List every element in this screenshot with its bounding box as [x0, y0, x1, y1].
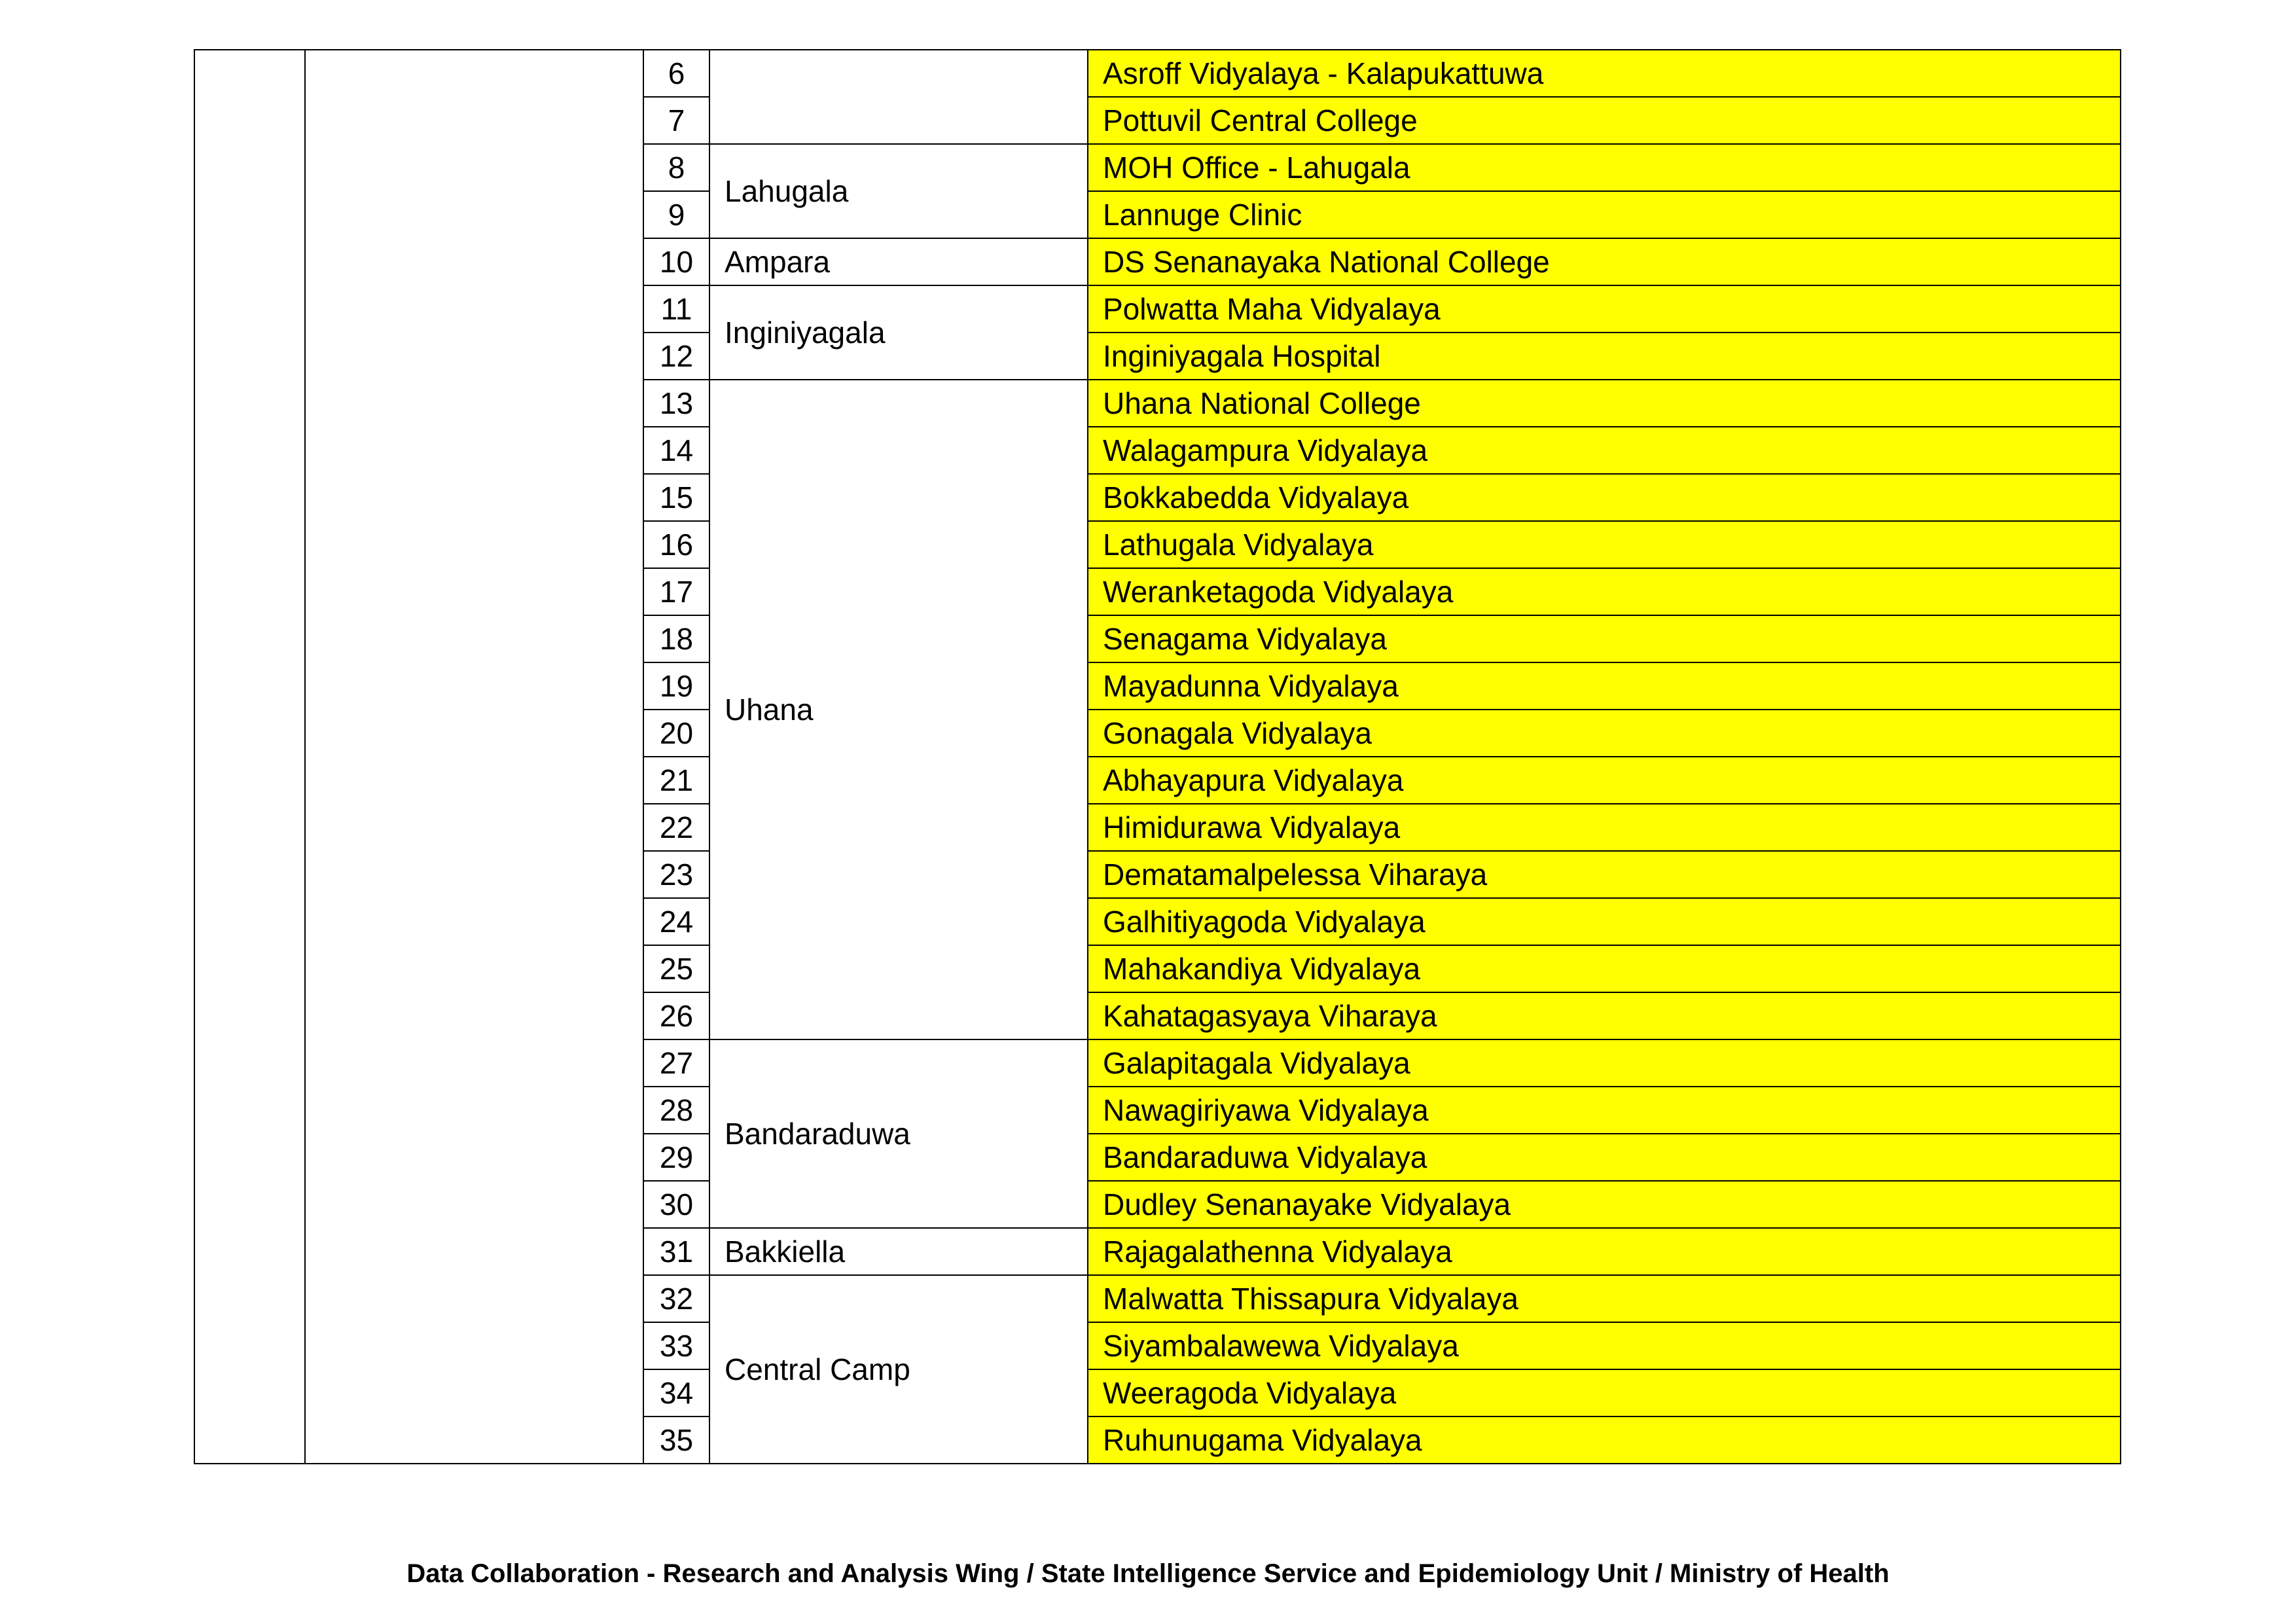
- row-number: 21: [643, 757, 709, 804]
- row-number: 28: [643, 1087, 709, 1134]
- location-cell: Lathugala Vidyalaya: [1088, 521, 2121, 568]
- location-cell: Weeragoda Vidyalaya: [1088, 1369, 2121, 1416]
- row-number: 31: [643, 1228, 709, 1275]
- table-body: [194, 50, 2121, 1464]
- location-cell: Dudley Senanayake Vidyalaya: [1088, 1181, 2121, 1228]
- row-number: 17: [643, 568, 709, 615]
- row-number: 8: [643, 144, 709, 191]
- location-cell: Kahatagasyaya Viharaya: [1088, 992, 2121, 1039]
- vaccination-centres-table: [194, 49, 2121, 1464]
- row-number: 6: [643, 50, 709, 97]
- location-cell: Malwatta Thissapura Vidyalaya: [1088, 1275, 2121, 1322]
- location-cell: Senagama Vidyalaya: [1088, 615, 2121, 662]
- row-number: 10: [643, 238, 709, 285]
- row-number: 25: [643, 945, 709, 992]
- row-number: 33: [643, 1322, 709, 1369]
- moh-area-cell: Bakkiella: [709, 1228, 1088, 1275]
- row-number: 27: [643, 1039, 709, 1087]
- moh-area-cell: Inginiyagala: [709, 285, 1088, 380]
- location-cell: MOH Office - Lahugala: [1088, 144, 2121, 191]
- row-number: 14: [643, 427, 709, 474]
- location-cell: Mayadunna Vidyalaya: [1088, 662, 2121, 710]
- location-cell: Abhayapura Vidyalaya: [1088, 757, 2121, 804]
- table-row: [194, 50, 2121, 97]
- location-cell: Dematamalpelessa Viharaya: [1088, 851, 2121, 898]
- row-number: 11: [643, 285, 709, 333]
- row-number: 35: [643, 1416, 709, 1464]
- location-cell: Gonagala Vidyalaya: [1088, 710, 2121, 757]
- location-cell: Rajagalathenna Vidyalaya: [1088, 1228, 2121, 1275]
- location-cell: Himidurawa Vidyalaya: [1088, 804, 2121, 851]
- row-number: 19: [643, 662, 709, 710]
- row-number: 9: [643, 191, 709, 238]
- row-number: 15: [643, 474, 709, 521]
- location-cell: Bandaraduwa Vidyalaya: [1088, 1134, 2121, 1181]
- moh-area-cell: Central Camp: [709, 1275, 1088, 1464]
- location-cell: Pottuvil Central College: [1088, 97, 2121, 144]
- location-cell: Nawagiriyawa Vidyalaya: [1088, 1087, 2121, 1134]
- row-number: 16: [643, 521, 709, 568]
- row-number: 20: [643, 710, 709, 757]
- row-number: 26: [643, 992, 709, 1039]
- moh-area-cell: Bandaraduwa: [709, 1039, 1088, 1228]
- location-cell: Bokkabedda Vidyalaya: [1088, 474, 2121, 521]
- row-number: 22: [643, 804, 709, 851]
- moh-area-cell: [709, 50, 1088, 144]
- moh-area-cell: Lahugala: [709, 144, 1088, 238]
- row-number: 23: [643, 851, 709, 898]
- location-cell: Weranketagoda Vidyalaya: [1088, 568, 2121, 615]
- location-cell: DS Senanayaka National College: [1088, 238, 2121, 285]
- province-cell: [305, 50, 643, 1464]
- location-cell: Polwatta Maha Vidyalaya: [1088, 285, 2121, 333]
- district-cell: [194, 50, 305, 1464]
- location-cell: Walagampura Vidyalaya: [1088, 427, 2121, 474]
- location-cell: Lannuge Clinic: [1088, 191, 2121, 238]
- row-number: 13: [643, 380, 709, 427]
- moh-area-cell: Uhana: [709, 380, 1088, 1039]
- footer-credit: Data Collaboration - Research and Analysis Wing / State Intelligence Service and Epidemiology Unit / Ministry of Health: [406, 1559, 1890, 1588]
- moh-area-cell: Ampara: [709, 238, 1088, 285]
- row-number: 34: [643, 1369, 709, 1416]
- location-cell: Galapitagala Vidyalaya: [1088, 1039, 2121, 1087]
- row-number: 32: [643, 1275, 709, 1322]
- location-cell: Uhana National College: [1088, 380, 2121, 427]
- row-number: 12: [643, 333, 709, 380]
- location-cell: Siyambalawewa Vidyalaya: [1088, 1322, 2121, 1369]
- location-cell: Inginiyagala Hospital: [1088, 333, 2121, 380]
- location-cell: Asroff Vidyalaya - Kalapukattuwa: [1088, 50, 2121, 97]
- row-number: 30: [643, 1181, 709, 1228]
- row-number: 24: [643, 898, 709, 945]
- row-number: 7: [643, 97, 709, 144]
- location-cell: Galhitiyagoda Vidyalaya: [1088, 898, 2121, 945]
- row-number: 29: [643, 1134, 709, 1181]
- location-cell: Ruhunugama Vidyalaya: [1088, 1416, 2121, 1464]
- location-cell: Mahakandiya Vidyalaya: [1088, 945, 2121, 992]
- row-number: 18: [643, 615, 709, 662]
